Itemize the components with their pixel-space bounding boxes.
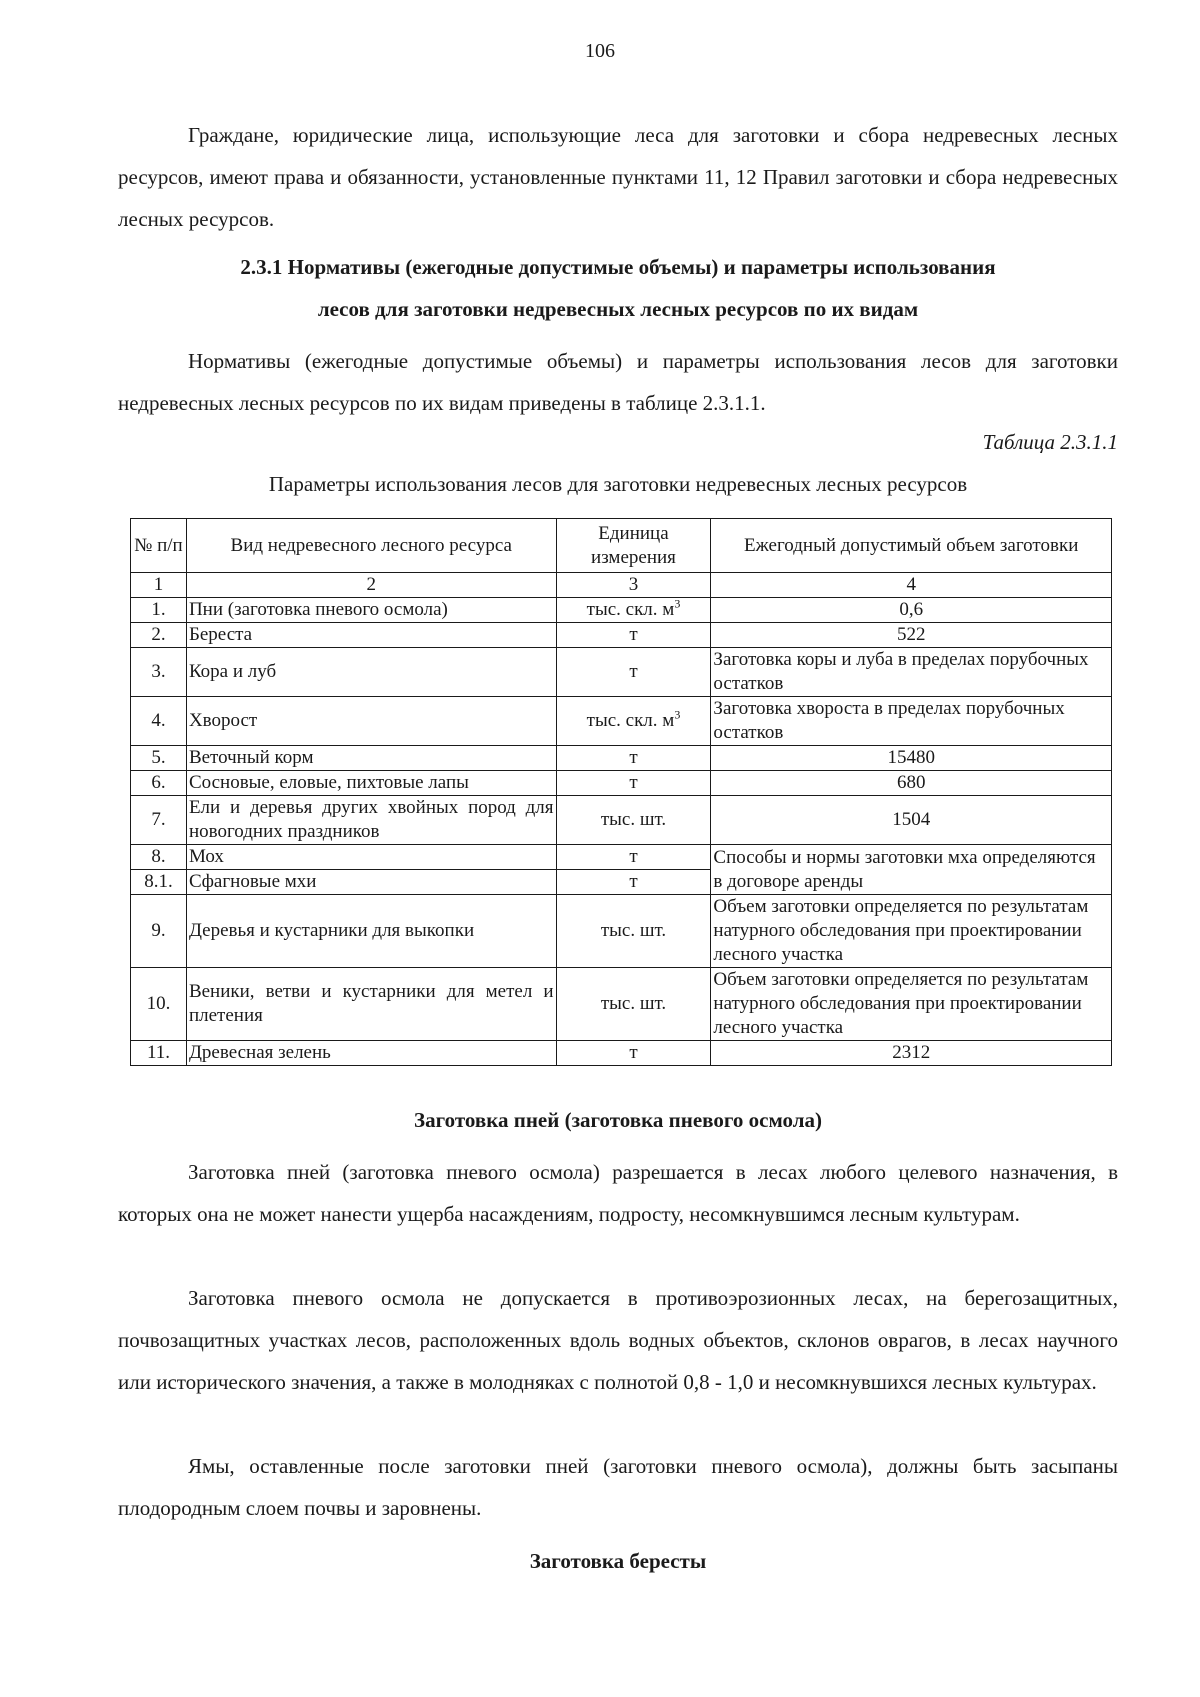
subheading-birchbark: Заготовка бересты <box>529 1549 707 1573</box>
column-number: 2 <box>186 573 556 598</box>
subheading-stumps: Заготовка пней (заготовка пневого осмола) <box>414 1108 822 1132</box>
row-number: 5. <box>131 746 187 771</box>
stumps-paragraph-2: Заготовка пневого осмола не допускается в противоэрозионных лесах, на берегозащитных, почвозащитных участках лесов, расположенных вдоль водных объектов, склонов оврагов, в лесах научного или исторического значения, а также в молодняках с полнотой 0,8 - 1,0 и несомкнувшихся лесных культурах. <box>118 1286 1118 1394</box>
unit-cell <box>556 598 711 623</box>
row-number: 10. <box>131 968 187 1041</box>
unit-cell: т <box>556 1041 711 1066</box>
unit-superscript: 3 <box>674 707 681 722</box>
row-number: 9. <box>131 895 187 968</box>
table-row <box>131 796 1112 845</box>
table-row <box>131 648 1112 697</box>
table-row <box>131 1041 1112 1066</box>
header-number: № п/п <box>131 519 187 573</box>
resource-name: Береста <box>186 623 556 648</box>
column-number: 3 <box>556 573 711 598</box>
header-volume: Ежегодный допустимый объем заготовки <box>711 519 1112 573</box>
page-number: 106 <box>585 40 615 62</box>
unit-cell: т <box>556 623 711 648</box>
row-number: 2. <box>131 623 187 648</box>
unit-text: тыс. скл. м <box>586 710 675 731</box>
table-row <box>131 697 1112 746</box>
unit-text: тыс. скл. м <box>586 599 675 620</box>
table-title: Параметры использования лесов для заготовки недревесных лесных ресурсов <box>268 472 968 496</box>
unit-cell: тыс. шт. <box>556 796 711 845</box>
header-resource: Вид недревесного лесного ресурса <box>186 519 556 573</box>
table-header-row <box>131 519 1112 573</box>
column-number: 4 <box>711 573 1112 598</box>
unit-cell: тыс. шт. <box>556 968 711 1041</box>
row-number: 3. <box>131 648 187 697</box>
volume-cell: Заготовка коры и луба в пределах порубочных остатков <box>711 648 1112 697</box>
volume-cell: 2312 <box>711 1041 1112 1066</box>
volume-cell: 0,6 <box>711 598 1112 623</box>
resource-name: Пни (заготовка пневого осмола) <box>186 598 556 623</box>
unit-superscript: 3 <box>674 596 681 611</box>
section-heading-line2: лесов для заготовки недревесных лесных ресурсов по их видам <box>317 297 919 321</box>
table-row <box>131 968 1112 1041</box>
table-row <box>131 598 1112 623</box>
row-number: 11. <box>131 1041 187 1066</box>
resource-name: Древесная зелень <box>186 1041 556 1066</box>
row-number: 7. <box>131 796 187 845</box>
resource-name: Мох <box>186 845 556 870</box>
volume-cell: Способы и нормы заготовки мха определяются в договоре аренды <box>711 845 1112 895</box>
table-caption: Таблица 2.3.1.1 <box>982 430 1118 454</box>
section-heading-line1: 2.3.1 Нормативы (ежегодные допустимые объемы) и параметры использования <box>240 255 996 279</box>
row-number: 8.1. <box>131 870 187 895</box>
row-number: 6. <box>131 771 187 796</box>
parameters-table <box>130 518 1112 1066</box>
table-row <box>131 845 1112 870</box>
section-paragraph: Нормативы (ежегодные допустимые объемы) и параметры использования лесов для заготовки недревесных лесных ресурсов по их видам приведены в таблице 2.3.1.1. <box>118 349 1118 415</box>
table-row <box>131 895 1112 968</box>
row-number: 8. <box>131 845 187 870</box>
unit-cell: тыс. шт. <box>556 895 711 968</box>
table-row <box>131 623 1112 648</box>
table-row <box>131 746 1112 771</box>
row-number: 1. <box>131 598 187 623</box>
unit-cell: т <box>556 771 711 796</box>
unit-cell: т <box>556 746 711 771</box>
intro-paragraph: Граждане, юридические лица, использующие леса для заготовки и сбора недревесных лесных ресурсов, имеют права и обязанности, установленные пунктами 11, 12 Правил заготовки и сбора недревесных лесных ресурсов. <box>118 123 1118 231</box>
volume-cell: 680 <box>711 771 1112 796</box>
resource-name: Веники, ветви и кустарники для метел и плетения <box>186 968 556 1041</box>
column-number-row <box>131 573 1112 598</box>
resource-name: Сосновые, еловые, пихтовые лапы <box>186 771 556 796</box>
resource-name: Кора и луб <box>186 648 556 697</box>
stumps-paragraph-1: Заготовка пней (заготовка пневого осмола) разрешается в лесах любого целевого назначения, в которых она не может нанести ущерба насаждениям, подросту, несомкнувшимся лесным культурам. <box>118 1160 1118 1226</box>
resource-name: Деревья и кустарники для выкопки <box>186 895 556 968</box>
unit-cell: т <box>556 845 711 870</box>
resource-name: Сфагновые мхи <box>186 870 556 895</box>
table-row <box>131 771 1112 796</box>
unit-cell <box>556 697 711 746</box>
unit-cell: т <box>556 648 711 697</box>
resource-name: Ели и деревья других хвойных пород для новогодних праздников <box>186 796 556 845</box>
volume-cell: 15480 <box>711 746 1112 771</box>
volume-cell: Заготовка хвороста в пределах порубочных остатков <box>711 697 1112 746</box>
header-unit: Единица измерения <box>556 519 711 573</box>
resource-name: Веточный корм <box>186 746 556 771</box>
volume-cell: Объем заготовки определяется по результатам натурного обследования при проектировании лесного участка <box>711 968 1112 1041</box>
stumps-paragraph-3: Ямы, оставленные после заготовки пней (заготовки пневого осмола), должны быть засыпаны плодородным слоем почвы и заровнены. <box>118 1454 1118 1520</box>
unit-cell: т <box>556 870 711 895</box>
resource-name: Хворост <box>186 697 556 746</box>
volume-cell: 522 <box>711 623 1112 648</box>
volume-cell: Объем заготовки определяется по результатам натурного обследования при проектировании лесного участка <box>711 895 1112 968</box>
volume-cell: 1504 <box>711 796 1112 845</box>
row-number: 4. <box>131 697 187 746</box>
column-number: 1 <box>131 573 187 598</box>
